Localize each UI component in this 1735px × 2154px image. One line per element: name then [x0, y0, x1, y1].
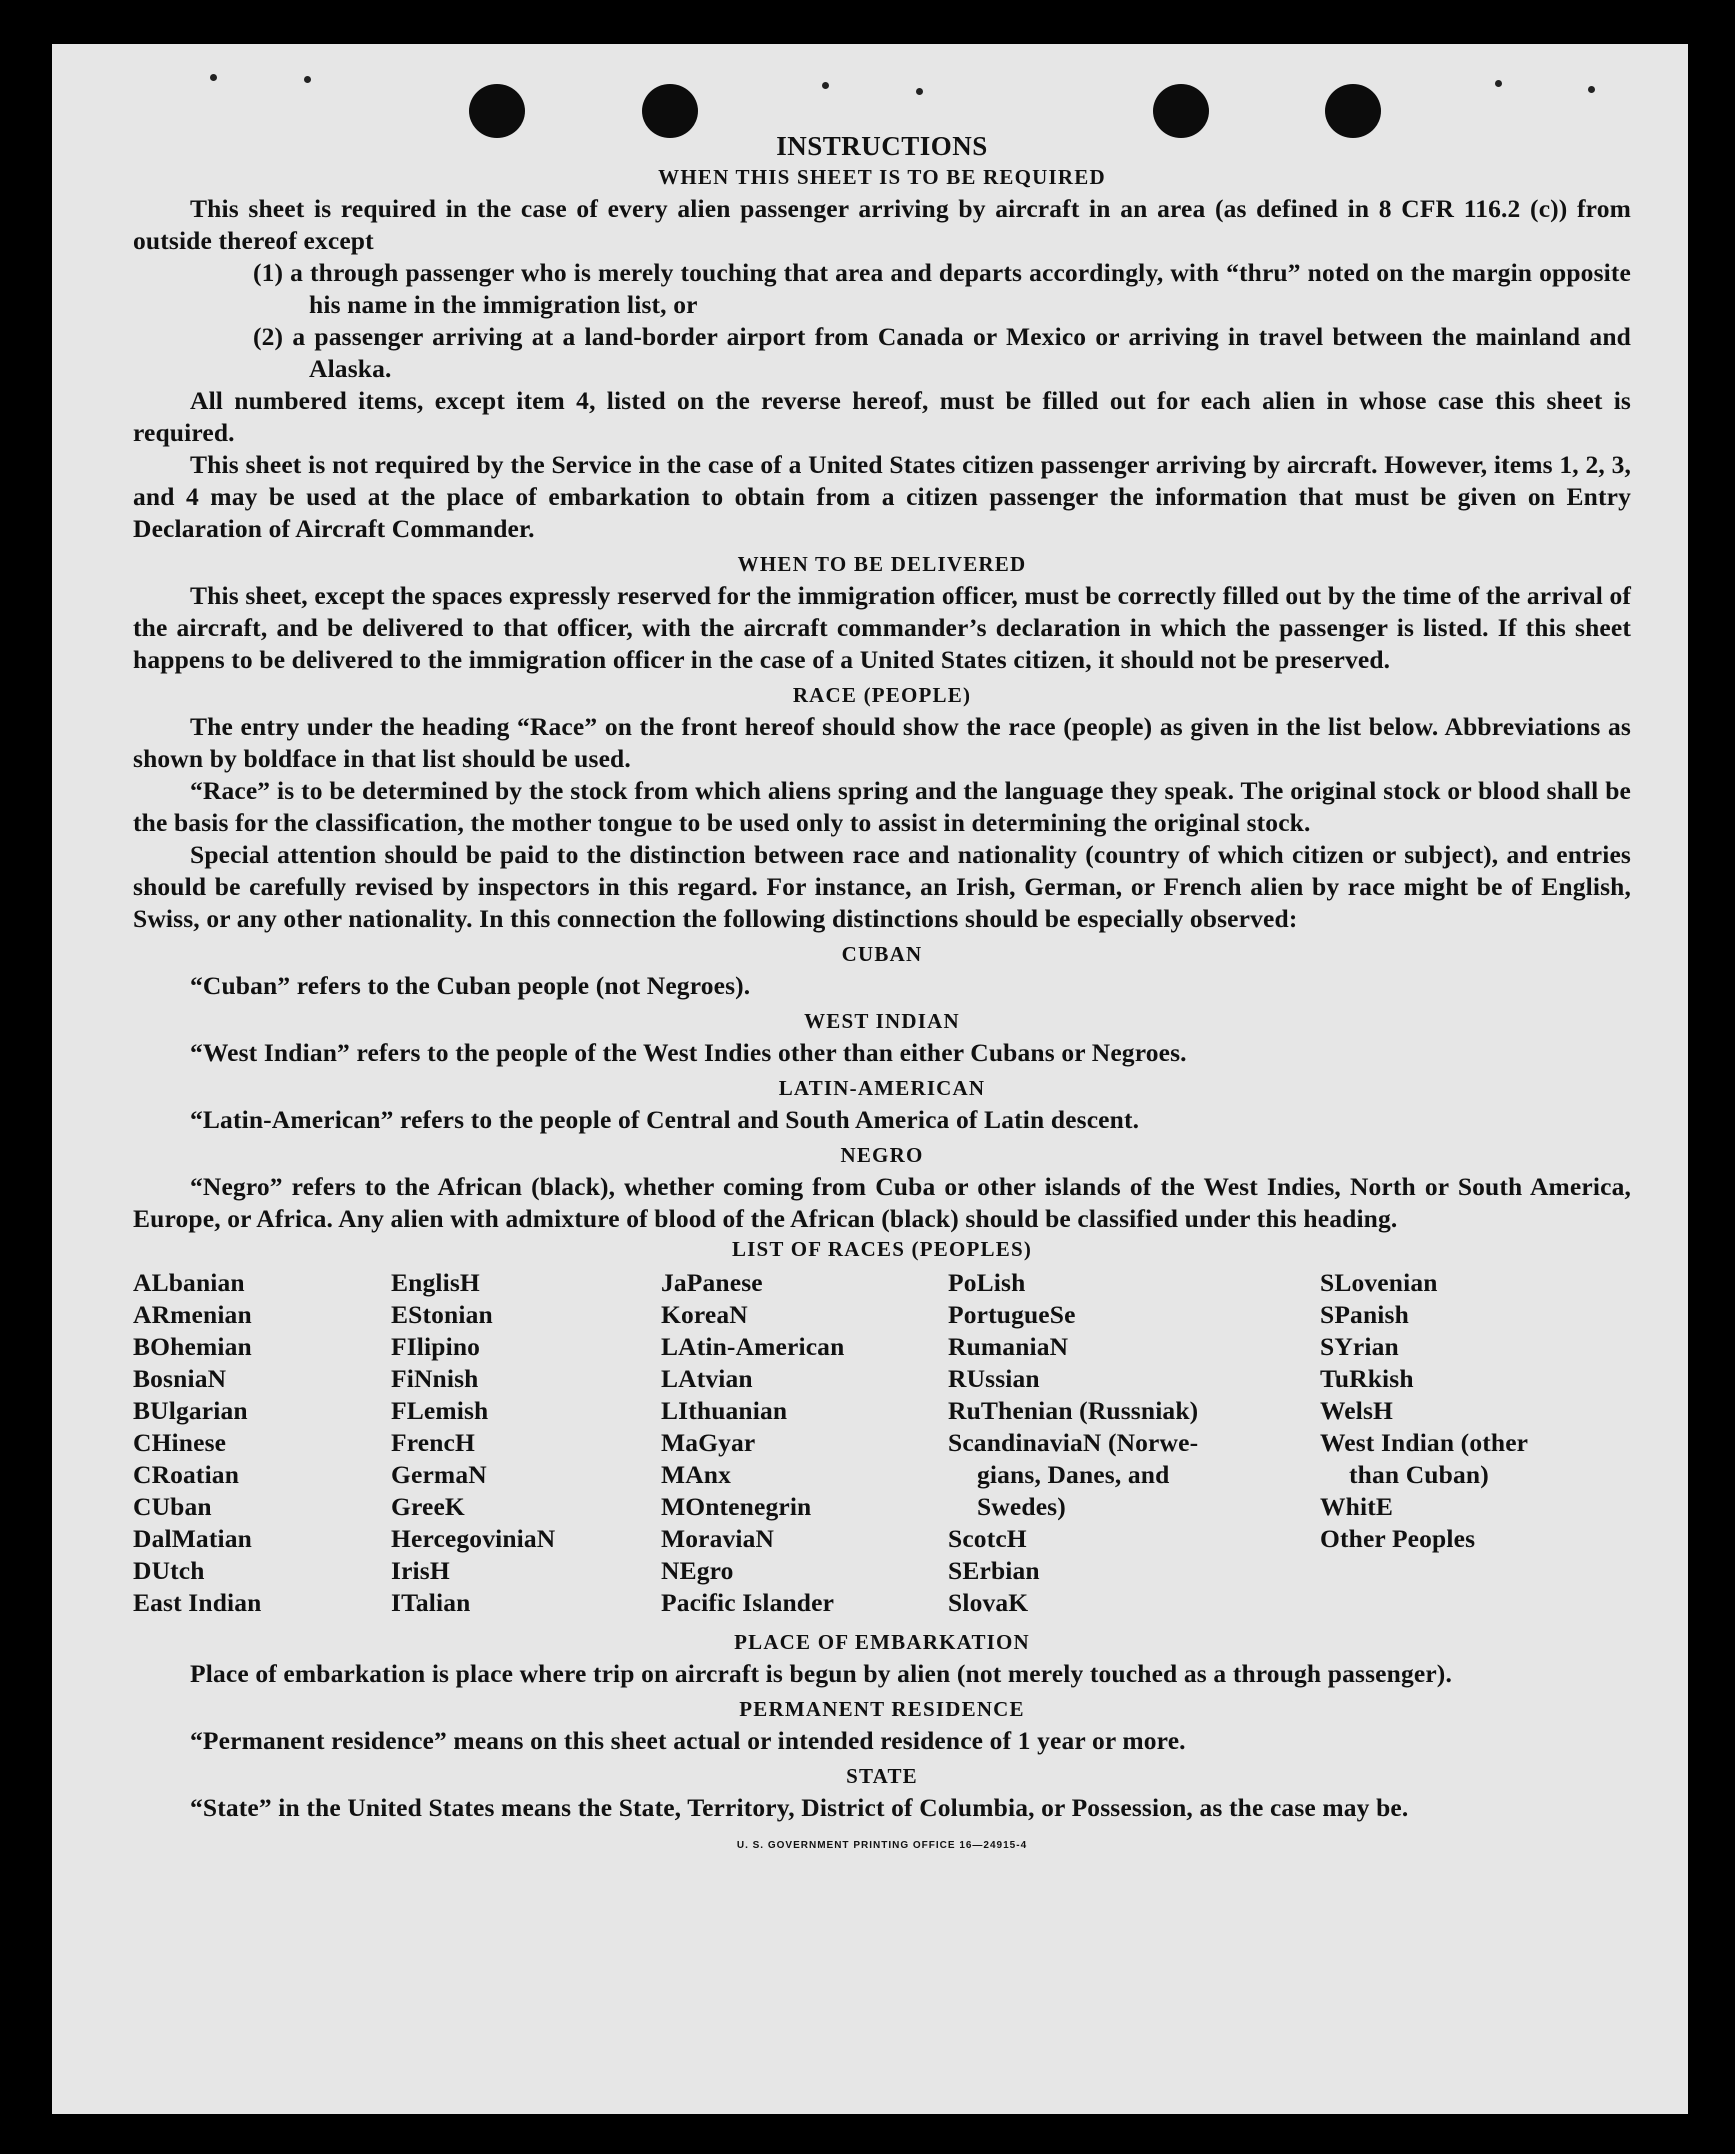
race-item: EnglisH — [391, 1268, 480, 1297]
race-item: FrencH — [391, 1428, 475, 1457]
paragraph: “Latin-American” refers to the people of Central and South America of Latin descent. — [190, 1105, 1140, 1134]
section-heading-races-list: LIST OF RACES (PEOPLES) — [731, 1237, 1033, 1261]
race-item: MoraviaN — [661, 1524, 775, 1553]
race-column-1 — [133, 1267, 262, 1619]
race-item: NEgro — [661, 1556, 734, 1585]
race-item: Other Peoples — [1320, 1524, 1476, 1553]
section-heading-latin-american: LATIN-AMERICAN — [778, 1076, 986, 1100]
paper-speck — [1495, 80, 1502, 87]
race-item: Swedes) — [977, 1492, 1066, 1521]
race-item: East Indian — [133, 1588, 262, 1617]
race-item: GreeK — [391, 1492, 465, 1521]
race-item: ARmenian — [133, 1300, 252, 1329]
race-item: JaPanese — [661, 1268, 763, 1297]
list-item: (2) a passenger arriving at a land-border airport from Canada or Mexico or arriving in travel between the mainland and Alaska. — [253, 322, 1631, 383]
race-item — [948, 1459, 1240, 1491]
race-item: SYrian — [1320, 1332, 1399, 1361]
paragraph: This sheet is not required by the Service in the case of a United States citizen passenger arriving by aircraft. However, items 1, 2, 3, and 4 may be used at the place of embarkation to obtain from a citizen passenger the information that must be given on Entry Declaration of Aircraft Commander. — [133, 450, 1631, 543]
race-list — [133, 1267, 1631, 1623]
paper-speck — [822, 82, 829, 89]
race-item: LAtvian — [661, 1364, 753, 1393]
race-item: PortugueSe — [948, 1300, 1076, 1329]
instructions-body — [133, 129, 1631, 1862]
race-item: EStonian — [391, 1300, 493, 1329]
section-heading-state: STATE — [846, 1764, 918, 1788]
race-item: Pacific Islander — [661, 1588, 835, 1617]
race-item: ALbanian — [133, 1268, 245, 1297]
race-item: HercegoviniaN — [391, 1524, 556, 1553]
race-item: GermaN — [391, 1460, 487, 1489]
race-item: FiNnish — [391, 1364, 479, 1393]
race-item: WhitE — [1320, 1492, 1394, 1521]
race-item: RuThenian (Russniak) — [948, 1396, 1199, 1425]
race-column-5 — [1320, 1267, 1528, 1555]
race-column-4 — [948, 1267, 1240, 1619]
race-item: KoreaN — [661, 1300, 748, 1329]
race-item: SPanish — [1320, 1300, 1409, 1329]
printer-imprint: U. S. GOVERNMENT PRINTING OFFICE 16—24915-4 — [736, 1840, 1028, 1851]
section-heading-negro: NEGRO — [840, 1143, 924, 1167]
race-item: SlovaK — [948, 1588, 1029, 1617]
race-item: SErbian — [948, 1556, 1040, 1585]
race-item: ScandinaviaN (Norwe- — [948, 1428, 1199, 1457]
race-item: DUtch — [133, 1556, 205, 1585]
page-title: INSTRUCTIONS — [776, 131, 988, 161]
race-item: DalMatian — [133, 1524, 252, 1553]
race-item: BUlgarian — [133, 1396, 248, 1425]
section-heading-race: RACE (PEOPLE) — [792, 683, 972, 707]
race-column-3 — [661, 1267, 844, 1619]
paragraph: All numbered items, except item 4, listed on the reverse hereof, must be filled out for each alien in whose case this sheet is required. — [133, 386, 1631, 447]
race-item: West Indian (other — [1320, 1428, 1529, 1457]
paragraph: “Negro” refers to the African (black), whether coming from Cuba or other islands of the West Indies, North or South America, Europe, or Africa. Any alien with admixture of blood of the African (black) should be classified under this heading. — [133, 1172, 1631, 1233]
race-item: CUban — [133, 1492, 212, 1521]
section-heading-delivered: WHEN TO BE DELIVERED — [737, 552, 1027, 576]
paragraph: This sheet, except the spaces expressly reserved for the immigration officer, must be correctly filled out by the time of the arrival of the aircraft, and be delivered to that officer, with the aircraft commander’s declaration in which the passenger is listed. If this sheet happens to be delivered to the immigration officer in the case of a United States citizen, it should not be preserved. — [133, 581, 1632, 674]
race-item: FIlipino — [391, 1332, 481, 1361]
race-item: BOhemian — [133, 1332, 252, 1361]
paragraph: “Cuban” refers to the Cuban people (not Negroes). — [190, 971, 751, 1000]
paragraph: “Permanent residence” means on this sheet actual or intended residence of 1 year or more. — [190, 1726, 1186, 1755]
paragraph: This sheet is required in the case of every alien passenger arriving by aircraft in an area (as defined in 8 CFR 116.2 (c)) from outside thereof except — [133, 194, 1631, 255]
race-column-2 — [391, 1267, 555, 1619]
race-item: LAtin-American — [661, 1332, 845, 1361]
section-heading-cuban: CUBAN — [841, 942, 923, 966]
race-item: CRoatian — [133, 1460, 240, 1489]
race-item: ITalian — [391, 1588, 471, 1617]
paragraph: “West Indian” refers to the people of the West Indies other than either Cubans or Negroes. — [190, 1038, 1187, 1067]
race-item: PoLish — [948, 1268, 1026, 1297]
paragraph: “State” in the United States means the State, Territory, District of Columbia, or Possession, as the case may be. — [190, 1793, 1409, 1822]
paragraph: Place of embarkation is place where trip on aircraft is begun by alien (not merely touched as a through passenger). — [190, 1659, 1452, 1688]
race-item: RumaniaN — [948, 1332, 1069, 1361]
section-heading-west-indian: WEST INDIAN — [804, 1009, 960, 1033]
race-item: LIthuanian — [661, 1396, 788, 1425]
race-item: BosniaN — [133, 1364, 227, 1393]
race-item: than Cuban) — [1349, 1460, 1489, 1489]
race-item: TuRkish — [1320, 1364, 1414, 1393]
paper-speck — [304, 76, 311, 83]
section-heading-embarkation: PLACE OF EMBARKATION — [734, 1630, 1030, 1654]
list-item: (1) a through passenger who is merely touching that area and departs accordingly, with “thru” noted on the margin opposite his name in the immigration list, or — [253, 258, 1631, 319]
paragraph: Special attention should be paid to the distinction between race and nationality (country of which citizen or subject), and entries should be carefully revised by inspectors in this regard. For instance, an Irish, German, or French alien by race might be of English, Swiss, or any other nationality. In this connection the following distinctions should be especially observed: — [133, 840, 1631, 933]
race-item: ScotcH — [948, 1524, 1027, 1553]
race-item: RUssian — [948, 1364, 1040, 1393]
paragraph: “Race” is to be determined by the stock from which aliens spring and the language they speak. The original stock or blood shall be the basis for the classification, the mother tongue to be used only to assist in determining the original stock. — [133, 776, 1631, 837]
race-item: MOntenegrin — [661, 1492, 812, 1521]
race-item: MaGyar — [661, 1428, 756, 1457]
paper-speck — [1588, 86, 1595, 93]
race-item: IrisH — [391, 1556, 450, 1585]
section-heading-residence: PERMANENT RESIDENCE — [739, 1697, 1025, 1721]
paper-speck — [916, 88, 923, 95]
paragraph: The entry under the heading “Race” on the front hereof should show the race (people) as given in the list below. Abbreviations as shown by boldface in that list should be used. — [133, 712, 1631, 773]
race-item-text: gians, Danes, and — [977, 1460, 1170, 1489]
race-item: WelsH — [1320, 1396, 1394, 1425]
race-item: MAnx — [661, 1460, 732, 1489]
document-page — [52, 44, 1688, 2114]
race-item: SLovenian — [1320, 1268, 1438, 1297]
race-item: CHinese — [133, 1428, 227, 1457]
race-item: FLemish — [391, 1396, 489, 1425]
paper-speck — [210, 74, 217, 81]
section-heading-required: WHEN THIS SHEET IS TO BE REQUIRED — [658, 165, 1106, 189]
